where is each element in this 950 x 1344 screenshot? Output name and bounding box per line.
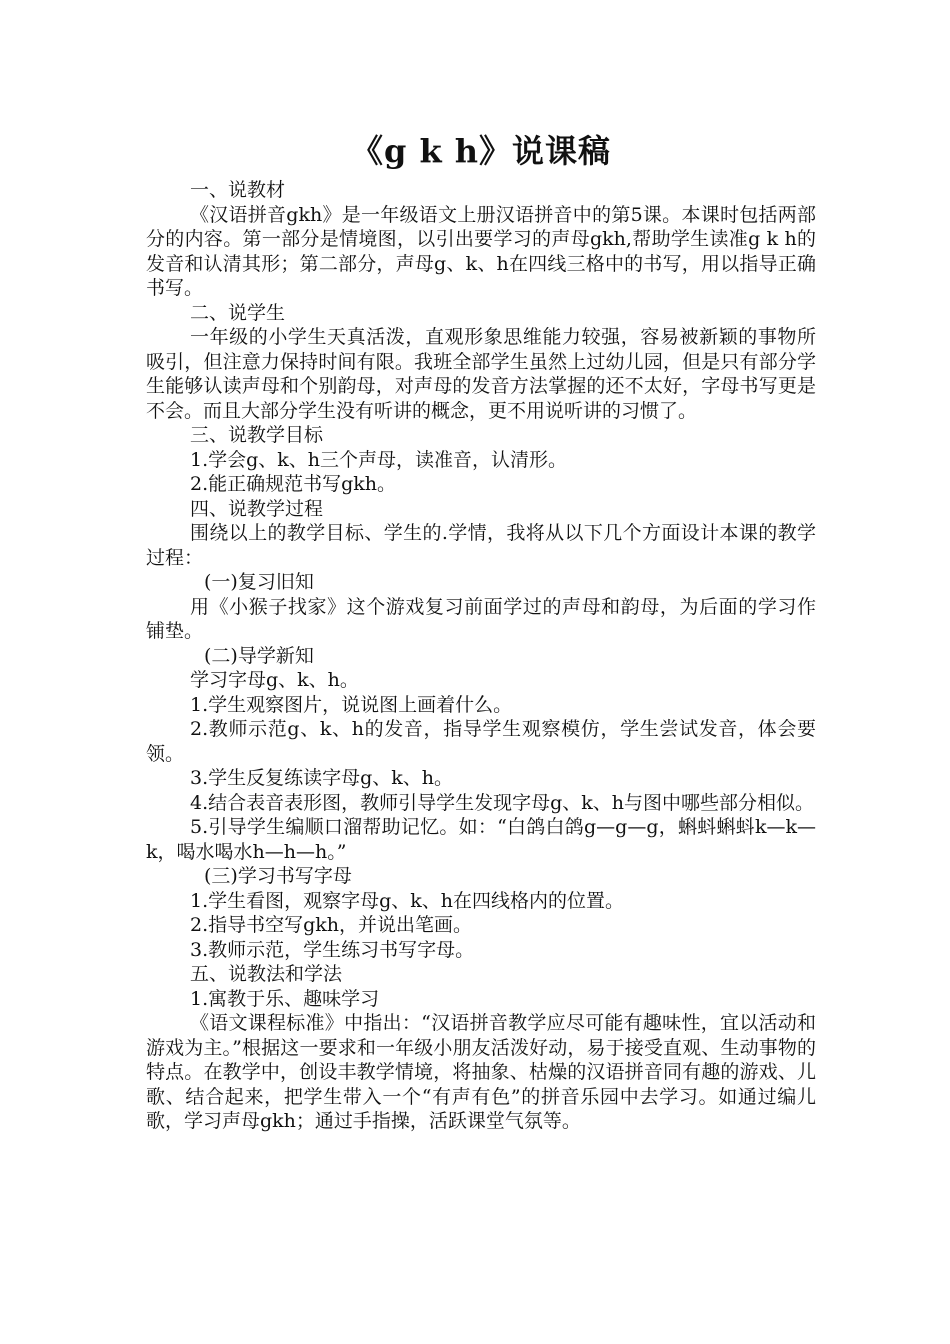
paragraph: 围绕以上的教学目标、学生的.学情，我将从以下几个方面设计本课的教学过程： — [146, 522, 816, 569]
paragraph: (三)学习书写字母 — [204, 865, 352, 887]
paragraph: 二、说学生 — [190, 301, 286, 324]
paragraph: 2.指导书空写gkh，并说出笔画。 — [190, 914, 473, 936]
paragraph: 学习字母g、k、h。 — [190, 669, 359, 691]
paragraph: (一)复习旧知 — [204, 571, 314, 593]
paragraph: 《汉语拼音gkh》是一年级语文上册汉语拼音中的第5课。本课时包括两部分的内容。第一部分是情境图，以引出要学习的声母gkh,帮助学生读准g k h的发音和认清其形；第二部分，声母g、k、h在四线三格中的书写，用以指导正确书写。 — [146, 203, 816, 299]
paragraph: 3.教师示范，学生练习书写字母。 — [190, 938, 475, 961]
document-title: 《g k h》说课稿 — [350, 132, 612, 170]
paragraph: 用《小猴子找家》这个游戏复习前面学过的声母和韵母，为后面的学习作铺垫。 — [146, 595, 816, 642]
paragraph: 1.寓教于乐、趣味学习 — [190, 987, 380, 1010]
paragraph: 四、说教学过程 — [190, 497, 324, 520]
paragraph: 一、说教材 — [190, 179, 286, 201]
paragraph: 3.学生反复练读字母g、k、h。 — [190, 767, 454, 789]
paragraph: 1.学生看图，观察字母g、k、h在四线格内的位置。 — [190, 889, 625, 912]
paragraph: 5.引导学生编顺口溜帮助记忆。如：“白鸽白鸽g—g—g，蝌蚪蝌蚪k—k—k，喝水喝水h—h—h。” — [146, 816, 816, 863]
paragraph: 4.结合表音表形图，教师引导学生发现字母g、k、h与图中哪些部分相似。 — [190, 791, 815, 814]
paragraph: 三、说教学目标 — [190, 424, 324, 446]
document-body — [146, 178, 816, 1134]
paragraph: 五、说教法和学法 — [190, 963, 343, 985]
paragraph: 2.能正确规范书写gkh。 — [190, 473, 397, 495]
paragraph: 《语文课程标准》中指出：“汉语拼音教学应尽可能有趣味性，宜以活动和游戏为主。”根据这一要求和一年级小朋友活泼好动，易于接受直观、生动事物的特点。在教学中，创设丰教学情境，将抽象、枯燥的汉语拼音同有趣的游戏、儿歌、结合起来，把学生带入一个“有声有色”的拼音乐园中去学习。如通过编儿歌，学习声母gkh；通过手指操，活跃课堂气氛等。 — [146, 1012, 816, 1132]
paragraph: 1.学生观察图片，说说图上画着什么。 — [190, 693, 513, 716]
paragraph: 2.教师示范g、k、h的发音，指导学生观察模仿，学生尝试发音，体会要领。 — [146, 718, 816, 765]
paragraph: 一年级的小学生天真活泼，直观形象思维能力较强，容易被新颖的事物所吸引，但注意力保持时间有限。我班全部学生虽然上过幼儿园，但是只有部分学生能够认读声母和个别韵母，对声母的发音方法掌握的还不太好，字母书写更是不会。而且大部分学生没有听讲的概念，更不用说听讲的习惯了。 — [146, 326, 816, 422]
paragraph: (二)导学新知 — [204, 644, 314, 667]
paragraph: 1.学会g、k、h三个声母，读准音，认清形。 — [190, 448, 568, 471]
document-page — [146, 128, 816, 1134]
